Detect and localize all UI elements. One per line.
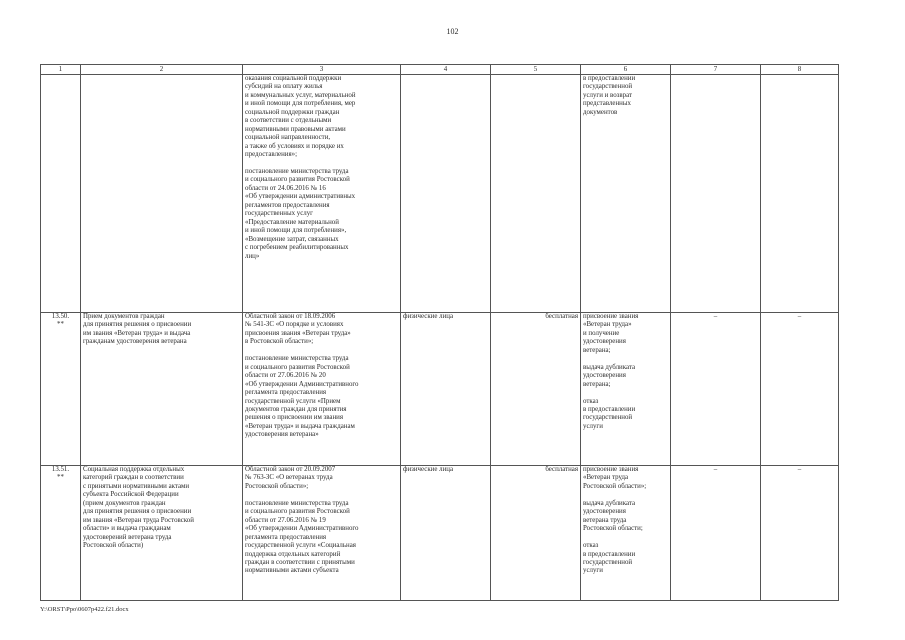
recipients: физические лица	[401, 466, 491, 601]
file-path-footer: Y:\ORST\Ppo\0607p422.f21.docx	[40, 606, 129, 613]
recipients: физические лица	[401, 313, 491, 466]
row-number	[41, 75, 81, 313]
service-name	[81, 75, 243, 313]
column-header: 7	[671, 65, 761, 75]
page-number: 102	[446, 27, 459, 36]
table-row	[41, 313, 839, 466]
table-row	[41, 466, 839, 601]
column-7-value	[671, 75, 761, 313]
row-number: 13.50. **	[41, 313, 81, 466]
column-7-value: –	[671, 466, 761, 601]
legal-basis: Областной закон от 20.09.2007 № 763-ЗС «О ветеранах труда Ростовской области»; постановление министерства труда и социального развития Ростовской области от 27.06.2016 № 19 «Об утверждении Административного регламента предоставления государственной услуги «Социальная поддержка отдельных категорий граждан в соответствии с принятыми нормативными актами субъекта	[243, 466, 401, 601]
column-8-value	[761, 75, 839, 313]
column-header: 6	[581, 65, 671, 75]
table-row	[41, 75, 839, 313]
header-row	[41, 65, 839, 75]
result: присвоение звания «Ветеран труда» и получение удостоверения ветерана; выдача дубликата удостоверения ветерана; отказ в предоставлении государственной услуги	[581, 313, 671, 466]
column-8-value: –	[761, 313, 839, 466]
column-7-value: –	[671, 313, 761, 466]
fee	[491, 75, 581, 313]
result: присвоение звания «Ветеран труда Ростовской области»; выдача дубликата удостоверения ветерана труда Ростовской области; отказ в предоставлении государственной услуги	[581, 466, 671, 601]
services-table	[40, 64, 839, 601]
service-name: Прием документов граждан для принятия решения о присвоении им звания «Ветеран труда» и выдача гражданам удостоверения ветерана	[81, 313, 243, 466]
column-header: 5	[491, 65, 581, 75]
recipients	[401, 75, 491, 313]
legal-basis: оказания социальной поддержки субсидий на оплату жилья и коммунальных услуг, материальной и иной помощи для потребления, мер социальной поддержки граждан в соответствии с отдельными нормативными правовыми актами социальной направленности, а также об условиях и порядке их предоставления»; постановление министерства труда и социального развития Ростовской области от 24.06.2016 № 16 «Об утверждении административных регламентов предоставления государственных услуг «Предоставление материальной и иной помощи для потребления», «Возмещение затрат, связанных с погребением реабилитированных лиц»	[243, 75, 401, 313]
column-header: 8	[761, 65, 839, 75]
fee: бесплатная	[491, 466, 581, 601]
column-header: 4	[401, 65, 491, 75]
column-8-value: –	[761, 466, 839, 601]
column-header: 1	[41, 65, 81, 75]
row-number: 13.51. **	[41, 466, 81, 601]
result: в предоставлении государственной услуги и возврат представленных документов	[581, 75, 671, 313]
column-header: 3	[243, 65, 401, 75]
column-header: 2	[81, 65, 243, 75]
fee: бесплатная	[491, 313, 581, 466]
legal-basis: Областной закон от 18.09.2006 № 541-ЗС «О порядке и условиях присвоения звания «Ветеран труда» в Ростовской области»; постановление министерства труда и социального развития Ростовской области от 27.06.2016 № 20 «Об утверждении Административного регламента предоставления государственной услуги «Прием документов граждан для принятия решения о присвоении им звания «Ветеран труда» и выдача гражданам удостоверения ветерана»	[243, 313, 401, 466]
service-name: Социальная поддержка отдельных категорий граждан в соответствии с принятыми нормативными актами субъекта Российской Федерации (прием документов граждан для принятия решения о присвоении им звания «Ветеран труда Ростовской области» и выдача гражданам удостоверений ветерана труда Ростовской области)	[81, 466, 243, 601]
